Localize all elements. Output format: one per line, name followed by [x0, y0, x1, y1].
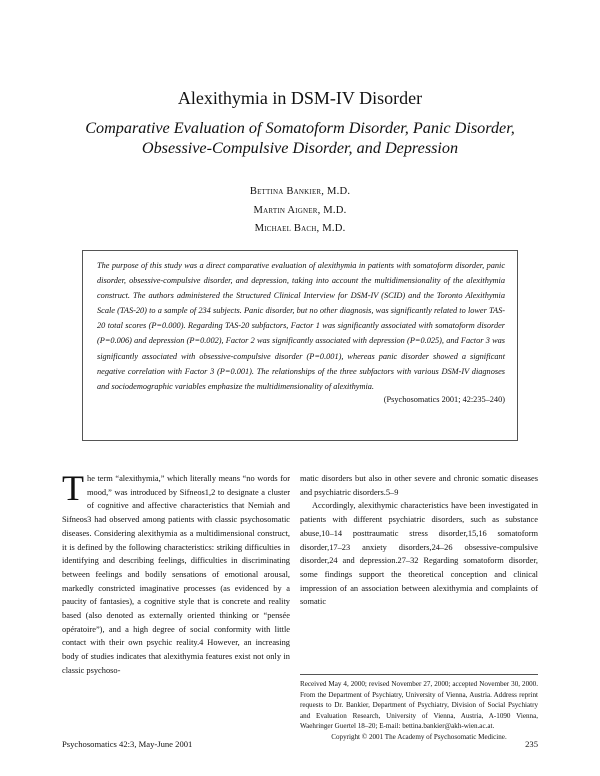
author-1: Bettina Bankier, M.D.	[249, 186, 351, 197]
body-column-right	[300, 472, 538, 609]
copyright-line: Copyright © 2001 The Academy of Psychosomatic Medicine.	[331, 732, 507, 741]
article-title: Alexithymia in DSM-IV Disorder	[177, 88, 423, 108]
intro-text: he term “alexithymia,” which literally means “no words for mood,” was introduced by Sifneos1,2 to designate a cluster of cognitive and affective characteristics that Nemiah and Sifneos3 had observed among patients with classic psychosomatic diseases. Considering alexithymia as a multidimensional construct, it is defined by the following characteristics: striking difficulties in identifying and describing feelings, difficulties in discriminating between feelings and bodily sensations of emotional arousal, markedly constricted imaginative processes (as evidenced by a paucity of fantasies), a cognitive style that is concrete and reality based (also denoted as externally oriented thinking or “pensée opératoire”), and a high degree of social conformity with little contact with their own psychic reality.4 However, an increasing body of studies indicates that alexithymia features exist not only in classic psychoso-	[62, 474, 290, 675]
footnote-divider	[300, 674, 538, 675]
running-footer-journal: Psychosomatics 42:3, May-June 2001	[62, 739, 193, 749]
subtitle-line-1: Comparative Evaluation of Somatoform Disorder, Panic Disorder,	[85, 119, 515, 137]
paragraph-continued: matic disorders but also in other severe and chronic somatic diseases and psychiatric disorders.5–9	[300, 474, 538, 497]
footnote-text: Received May 4, 2000; revised November 27, 2000; accepted November 30, 2000. From the Department of Psychiatry, University of Vienna, Austria. Address reprint requests to Dr. Bankier, Department of Psychiatry, Division of Social Psychiatry and Evaluation Research, University of Vienna, Austria, A-1090 Vienna, Waehringer Guertel 18–20; E-mail: bettina.bankier@akh-wien.ac.at.	[300, 680, 538, 731]
subtitle-line-2: Obsessive-Compulsive Disorder, and Depression	[141, 139, 459, 157]
author-3: Michael Bach, M.D.	[254, 223, 346, 234]
paragraph-2: Accordingly, alexithymic characteristics have been investigated in patients with different psychiatric disorders, such as substance abuse,10–14 posttraumatic stress disorder,15,16 somatoform disorder,17–23 anxiety disorders,24–26 obsessive-compulsive disorder,24 and depression.27–32 Regarding somatoform disorder, some findings support the theoretical conception and clinical impression of an association between alexithymia and complaints of somatic	[300, 501, 538, 607]
footnote	[300, 679, 538, 743]
body-column-left	[62, 468, 290, 730]
intro-paragraph	[62, 468, 290, 678]
abstract-citation: (Psychosomatics 2001; 42:235–240)	[383, 394, 505, 404]
article-subtitle	[40, 118, 560, 158]
drop-cap: T	[62, 468, 84, 508]
abstract-box	[82, 250, 518, 441]
author-list	[0, 183, 600, 239]
abstract-text: The purpose of this study was a direct comparative evaluation of alexithymia in patients with somatoform disorder, panic disorder, obsessive-compulsive disorder, and depression, taking into account the multidimensionality of the alexithymia construct. The authors administered the Structured Clinical Interview for DSM-IV (SCID) and the Toronto Alexithymia Scale (TAS-20) to a sample of 234 subjects. Panic disorder, but no other diagnosis, was significantly related to lower TAS-20 total scores (P=0.000). Regarding TAS-20 subfactors, Factor 1 was significantly associated with somatoform disorder (P=0.006) and depression (P=0.002), Factor 2 was significantly associated with depression (P=0.025), and Factor 3 was significantly associated with obsessive-compulsive disorder (P=0.001), whereas panic disorder showed a significant negative correlation with Factor 3 (P=0.001). The relationships of the three subfactors with various DSM-IV diagnoses and sociodemographic variables emphasize the multidimensionality of alexithymia.	[97, 261, 505, 391]
page-number: 235	[525, 739, 538, 749]
author-2: Martin Aigner, M.D.	[253, 204, 347, 216]
